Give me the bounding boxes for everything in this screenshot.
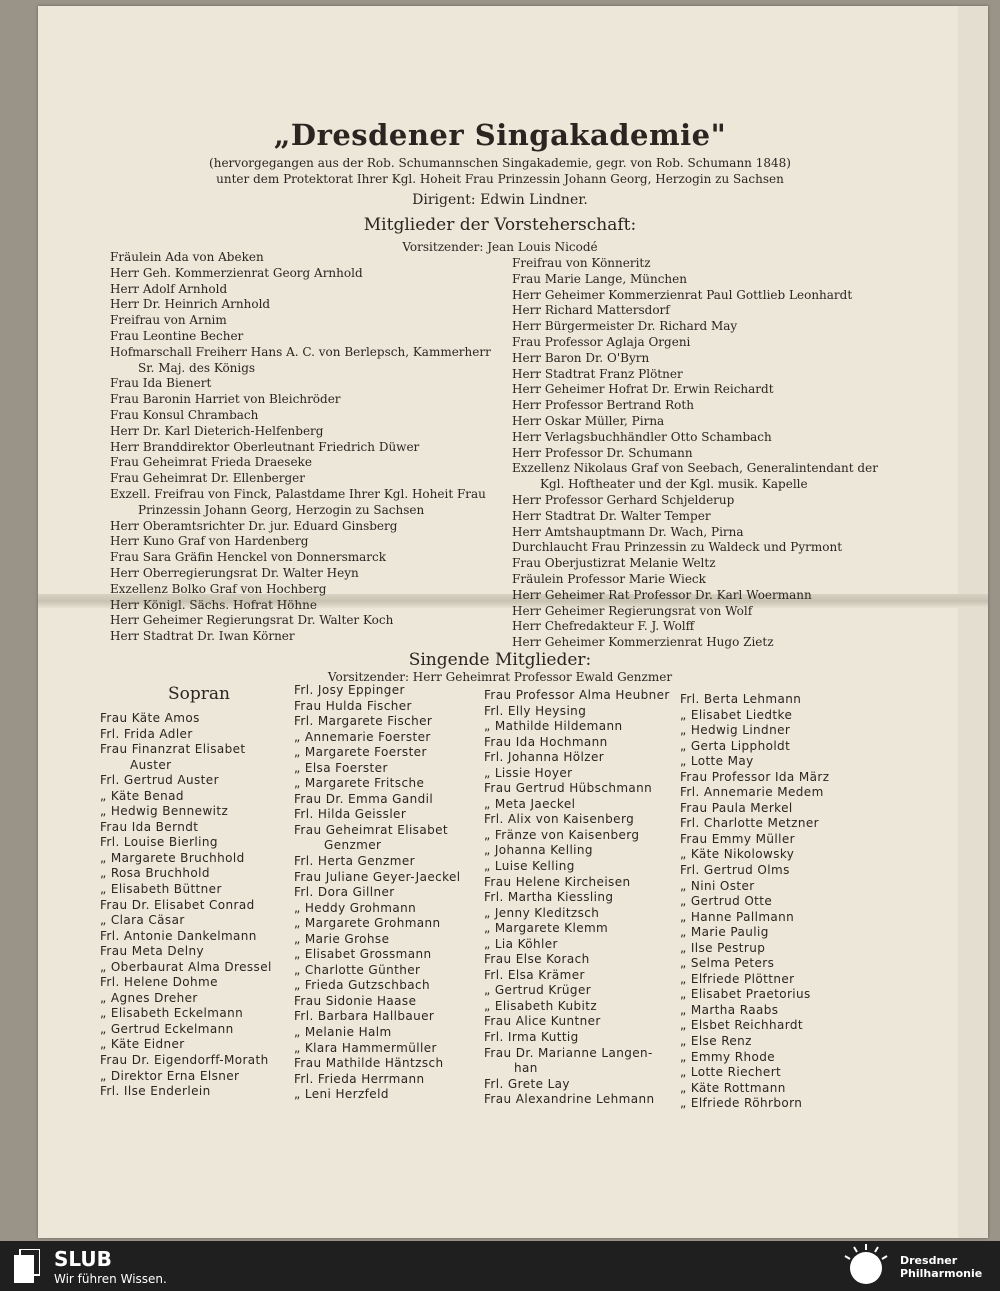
list-item: Herr Oberamtsrichter Dr. jur. Eduard Ginsberg <box>110 518 398 533</box>
list-item: Frau Alice Kuntner <box>484 1014 601 1029</box>
list-item: Frl. Elly Heysing <box>484 703 587 718</box>
list-item: Frl. Johanna Hölzer <box>484 750 605 765</box>
list-item: Frau Finanzrat Elisabet <box>100 742 246 757</box>
list-item: Frau Professor Ida März <box>680 769 830 784</box>
list-item: „ Elsbet Reichhardt <box>680 1018 804 1033</box>
singers-column-2 <box>294 683 461 1103</box>
list-item: Frau Oberjustizrat Melanie Weltz <box>512 556 716 571</box>
list-item: Herr Geheimer Kommerzienrat Hugo Zietz <box>512 635 774 650</box>
list-item: Frl. Berta Lehmann <box>680 692 802 706</box>
list-item: Exzellenz Bolko Graf von Hochberg <box>110 581 327 596</box>
footer-bar <box>0 1241 1000 1291</box>
list-item: „ Elsa Foerster <box>294 760 388 775</box>
list-item: „ Meta Jaeckel <box>484 796 576 811</box>
list-item: Frau Dr. Eigendorff-Morath <box>100 1053 269 1068</box>
list-item: „ Elfriede Plöttner <box>680 971 795 986</box>
list-item: Frau Leontine Becher <box>110 328 244 343</box>
list-item: Frl. Josy Eppinger <box>294 683 405 697</box>
list-item: „ Heddy Grohmann <box>294 900 417 915</box>
list-item: Frau Alexandrine Lehmann <box>484 1092 655 1107</box>
list-item: Herr Oberregierungsrat Dr. Walter Heyn <box>110 565 359 580</box>
list-item: Frau Meta Delny <box>100 944 205 959</box>
list-item: Frau Mathilde Häntzsch <box>294 1056 444 1071</box>
list-item: Herr Oskar Müller, Pirna <box>512 413 665 428</box>
list-item: „ Marie Paulig <box>680 925 769 940</box>
list-item: Herr Geheimer Regierungsrat von Wolf <box>512 603 753 618</box>
board-heading: Mitglieder der Vorsteherschaft: <box>363 215 637 235</box>
list-item: Frau Baronin Harriet von Bleichröder <box>110 392 341 407</box>
list-item: Sr. Maj. des Königs <box>138 360 256 375</box>
list-item: Frau Geheimrat Dr. Ellenberger <box>110 471 305 486</box>
list-item: Exzell. Freifrau von Finck, Palastdame Ihrer Kgl. Hoheit Frau <box>110 486 486 501</box>
list-item: „ Direktor Erna Elsner <box>100 1068 240 1083</box>
list-item: „ Margarete Grohmann <box>294 916 441 931</box>
list-item: Frau Ida Hochmann <box>484 734 608 749</box>
list-item: „ Marie Grohse <box>294 931 390 946</box>
list-item: Herr Stadtrat Dr. Iwan Körner <box>110 629 295 644</box>
list-item: Herr Branddirektor Oberleutnant Friedrich Düwer <box>110 439 420 454</box>
list-item: Frl. Louise Bierling <box>100 835 218 850</box>
singers-chair: Vorsitzender: Herr Geheimrat Professor Ewald Genzmer <box>327 670 673 684</box>
list-item: Frau Helene Kircheisen <box>484 874 631 889</box>
list-item: Herr Geheimer Hofrat Dr. Erwin Reichardt <box>512 382 774 397</box>
list-item: Frl. Barbara Hallbauer <box>294 1009 435 1024</box>
list-item: Frau Geheimrat Frieda Draeseke <box>110 455 312 470</box>
list-item: Herr Kuno Graf von Hardenberg <box>110 534 309 549</box>
list-item: Exzellenz Nikolaus Graf von Seebach, Generalintendant der <box>512 461 878 476</box>
list-item: Herr Bürgermeister Dr. Richard May <box>512 319 738 334</box>
list-item: Herr Geheimer Kommerzienrat Paul Gottlieb Leonhardt <box>512 287 853 302</box>
list-item: „ Hedwig Bennewitz <box>100 804 229 819</box>
list-item: „ Margarete Bruchhold <box>100 850 245 865</box>
list-item: Frl. Margarete Fischer <box>294 714 433 729</box>
list-item: Herr Königl. Sächs. Hofrat Höhne <box>110 597 317 612</box>
list-item: Fräulein Professor Marie Wieck <box>512 571 706 586</box>
list-item: „ Johanna Kelling <box>484 843 593 858</box>
slub-tagline: Wir führen Wissen. <box>54 1272 167 1286</box>
list-item: Herr Amtshauptmann Dr. Wach, Pirna <box>512 524 744 539</box>
list-item: „ Emmy Rhode <box>680 1049 775 1064</box>
list-item: Frl. Helene Dohme <box>100 975 218 990</box>
list-item: „ Lia Köhler <box>484 936 558 951</box>
list-item: Frl. Dora Gillner <box>294 885 395 900</box>
list-item: Frl. Frieda Herrmann <box>294 1071 425 1086</box>
list-item: Frau Professor Aglaja Orgeni <box>512 334 691 349</box>
list-item: „ Elisabet Liedtke <box>680 707 793 722</box>
list-item: Frau Sara Gräfin Henckel von Donnersmarck <box>110 550 387 565</box>
list-item: Frau Käte Amos <box>100 711 200 725</box>
singers-column-3 <box>484 688 670 1108</box>
list-item: Frl. Ilse Enderlein <box>100 1084 211 1099</box>
philharmonie-name-2: Philharmonie <box>900 1267 983 1280</box>
list-item: Freifrau von Könneritz <box>512 256 651 270</box>
list-item: Hofmarschall Freiherr Hans A. C. von Berlepsch, Kammerherr <box>110 344 491 359</box>
singers-column-1 <box>100 711 272 1100</box>
philharmonie-name-1: Dresdner <box>900 1254 958 1267</box>
list-item: Herr Dr. Heinrich Arnhold <box>110 297 271 312</box>
list-item: Frl. Irma Kuttig <box>484 1030 579 1045</box>
list-item: Frau Paula Merkel <box>680 800 793 815</box>
singers-column-4 <box>680 692 829 1112</box>
conductor: Dirigent: Edwin Lindner. <box>412 192 588 208</box>
philharmonie-logo-icon <box>842 1244 890 1288</box>
list-item: „ Nini Oster <box>680 878 755 893</box>
list-item: „ Margarete Fritsche <box>294 776 425 791</box>
list-item: Freifrau von Arnim <box>110 313 227 328</box>
list-item: „ Elisabet Grossmann <box>294 947 432 962</box>
list-item: „ Klara Hammermüller <box>294 1040 437 1055</box>
list-item: Frau Gertrud Hübschmann <box>484 781 653 796</box>
list-item: Durchlaucht Frau Prinzessin zu Waldeck und Pyrmont <box>512 540 843 555</box>
list-item: Frl. Gertrud Auster <box>100 773 219 788</box>
list-item: „ Käte Rottmann <box>680 1080 786 1095</box>
list-item: Kgl. Hoftheater und der Kgl. musik. Kapelle <box>540 477 808 492</box>
list-item: Genzmer <box>324 838 382 853</box>
list-item: Frau Dr. Marianne Langen- <box>484 1045 653 1060</box>
page-edge <box>958 6 988 1238</box>
list-item: Frau Juliane Geyer-Jaeckel <box>294 869 461 884</box>
list-item: Frau Hulda Fischer <box>294 698 412 713</box>
list-item: „ Käte Eidner <box>100 1037 185 1052</box>
list-item: „ Rosa Bruchhold <box>100 866 210 881</box>
singers-heading: Singende Mitglieder: <box>408 650 592 670</box>
list-item: Herr Chefredakteur F. J. Wolff <box>512 619 695 634</box>
list-item: Frau Sidonie Haase <box>294 993 417 1008</box>
list-item: Herr Richard Mattersdorf <box>512 303 670 318</box>
list-item: „ Lotte May <box>680 754 754 769</box>
list-item: Herr Geheimer Rat Professor Dr. Karl Woermann <box>512 587 812 602</box>
list-item: „ Gertrud Krüger <box>484 983 592 998</box>
list-item: Herr Professor Dr. Schumann <box>512 445 693 460</box>
list-item: Herr Geheimer Regierungsrat Dr. Walter Koch <box>110 613 394 628</box>
list-item: Frau Geheimrat Elisabet <box>294 822 448 837</box>
list-item: Frl. Hilda Geissler <box>294 807 407 822</box>
list-item: Herr Stadtrat Dr. Walter Temper <box>512 508 711 523</box>
list-item: Prinzessin Johann Georg, Herzogin zu Sachsen <box>138 502 425 517</box>
list-item: „ Elisabeth Büttner <box>100 882 222 897</box>
list-item: Herr Stadtrat Franz Plötner <box>512 366 683 381</box>
list-item: „ Agnes Dreher <box>100 990 198 1005</box>
board-list-right <box>512 256 878 651</box>
document-title: „Dresdener Singakademie" <box>273 118 727 152</box>
list-item: Herr Baron Dr. O'Byrn <box>512 350 650 365</box>
list-item: Frau Dr. Emma Gandil <box>294 791 434 806</box>
list-item: Herr Dr. Karl Dieterich-Helfenberg <box>110 423 324 438</box>
list-item: Herr Adolf Arnhold <box>110 281 228 296</box>
list-item: Frl. Herta Genzmer <box>294 854 415 869</box>
list-item: „ Elisabeth Eckelmann <box>100 1006 244 1021</box>
list-item: „ Frieda Gutzschbach <box>294 978 431 993</box>
list-item: „ Selma Peters <box>680 956 775 971</box>
list-item: „ Gerta Lippholdt <box>680 738 791 753</box>
list-item: „ Mathilde Hildemann <box>484 719 623 734</box>
list-item: Frau Konsul Chrambach <box>110 407 259 422</box>
list-item: „ Leni Herzfeld <box>294 1087 389 1102</box>
list-item: „ Annemarie Foerster <box>294 729 431 744</box>
list-item: „ Ilse Pestrup <box>680 940 766 955</box>
list-item: Frl. Gertrud Olms <box>680 863 790 878</box>
list-item: „ Fränze von Kaisenberg <box>484 827 640 842</box>
list-item: Frau Else Korach <box>484 952 590 967</box>
sopran-heading: Sopran <box>168 684 230 704</box>
list-item: „ Martha Raabs <box>680 1002 779 1017</box>
list-item: Frau Ida Berndt <box>100 819 199 834</box>
list-item: „ Oberbaurat Alma Dressel <box>100 959 272 974</box>
list-item: „ Margarete Foerster <box>294 745 427 760</box>
list-item: „ Elisabeth Kubitz <box>484 998 598 1013</box>
list-item: Frau Emmy Müller <box>680 831 795 846</box>
subtitle-line-2: unter dem Protektorat Ihrer Kgl. Hoheit Frau Prinzessin Johann Georg, Herzogin zu Sachsen <box>216 172 784 186</box>
list-item: Herr Professor Bertrand Roth <box>512 398 694 413</box>
list-item: „ Elfriede Röhrborn <box>680 1096 803 1111</box>
list-item: „ Elisabet Praetorius <box>680 987 811 1002</box>
list-item: Frl. Annemarie Medem <box>680 785 824 800</box>
list-item: „ Luise Kelling <box>484 859 575 874</box>
slub-logo-icon <box>14 1249 40 1283</box>
subtitle-line-1: (hervorgegangen aus der Rob. Schumannschen Singakademie, gegr. von Rob. Schumann 1848) <box>209 156 791 170</box>
list-item: Frl. Elsa Krämer <box>484 967 585 982</box>
list-item: „ Hedwig Lindner <box>680 723 791 738</box>
list-item: Fräulein Ada von Abeken <box>110 250 264 264</box>
list-item: „ Jenny Kleditzsch <box>484 905 600 920</box>
list-item: Auster <box>130 757 172 772</box>
list-item: Frl. Grete Lay <box>484 1076 570 1091</box>
board-chair: Vorsitzender: Jean Louis Nicodé <box>402 240 598 254</box>
list-item: Frl. Frida Adler <box>100 726 193 741</box>
list-item: „ Käte Benad <box>100 788 184 803</box>
list-item: han <box>514 1061 538 1076</box>
list-item: Herr Verlagsbuchhändler Otto Schambach <box>512 429 772 444</box>
list-item: „ Käte Nikolowsky <box>680 847 795 862</box>
list-item: Frl. Martha Kiessling <box>484 890 614 905</box>
list-item: Frau Marie Lange, München <box>512 271 687 286</box>
list-item: Herr Geh. Kommerzienrat Georg Arnhold <box>110 265 363 280</box>
list-item: „ Charlotte Günther <box>294 962 421 977</box>
list-item: „ Clara Cäsar <box>100 913 185 928</box>
list-item: „ Gertrud Eckelmann <box>100 1021 234 1036</box>
philharmonie-name <box>900 1254 982 1280</box>
list-item: „ Lissie Hoyer <box>484 765 573 780</box>
slub-name: SLUB <box>54 1247 112 1271</box>
list-item: Frl. Charlotte Metzner <box>680 816 819 831</box>
list-item: „ Else Renz <box>680 1034 752 1049</box>
list-item: „ Hanne Pallmann <box>680 909 795 924</box>
list-item: Frau Dr. Elisabet Conrad <box>100 897 255 912</box>
list-item: Frl. Antonie Dankelmann <box>100 928 257 943</box>
list-item: Herr Professor Gerhard Schjelderup <box>512 492 735 507</box>
list-item: Frl. Alix von Kaisenberg <box>484 812 635 827</box>
list-item: Frau Professor Alma Heubner <box>484 688 670 702</box>
list-item: „ Gertrud Otte <box>680 894 773 909</box>
list-item: „ Margarete Klemm <box>484 921 609 936</box>
list-item: „ Lotte Riechert <box>680 1065 782 1080</box>
board-list-left <box>110 250 491 645</box>
list-item: Frau Ida Bienert <box>110 376 212 391</box>
list-item: „ Melanie Halm <box>294 1025 392 1040</box>
